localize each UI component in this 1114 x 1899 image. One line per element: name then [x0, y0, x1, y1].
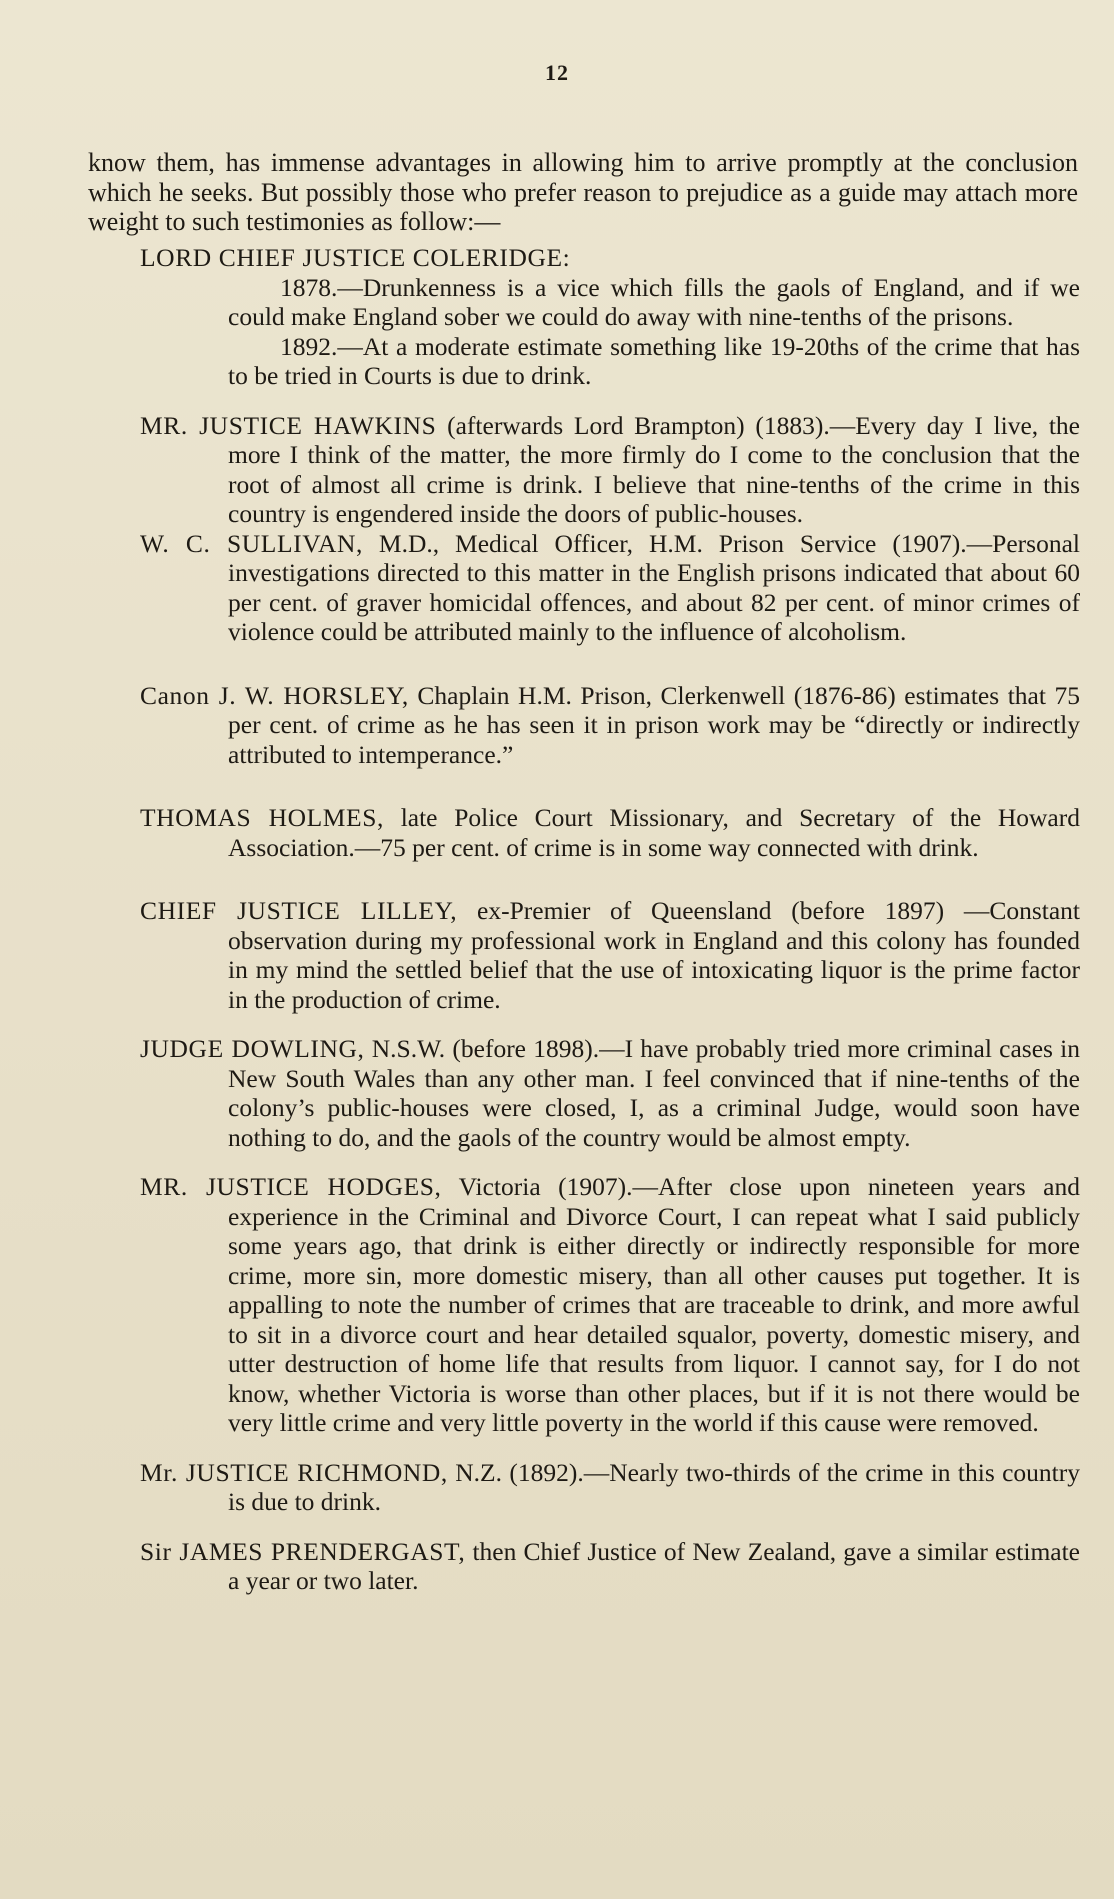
page-number: 12 [545, 60, 569, 85]
testimony-holmes [140, 803, 1080, 862]
testimony-coleridge [140, 243, 1080, 391]
testimony-text: N.S.W. (before 1898).—I have probably tried more criminal cases in New South Wales than any other man. I feel convinced that if nine-tenths of the colony’s public-houses were closed, I, as a criminal Judge, would soon have nothing to do, and the gaols of the country would be almost empty. [228, 1034, 1080, 1152]
testimony-author: JUDGE DOWLING, [140, 1034, 365, 1063]
testimony-richmond [140, 1458, 1080, 1517]
testimony-text: (afterwards Lord Brampton) (1883).—Every day I live, the more I think of the matter, the more firmly do I come to the conclusion that the root of almost all crime is drink. I believe that nine-tenths of the crime in this country is engendered inside the doors of public-houses. [228, 410, 1080, 528]
testimony-text: Victoria (1907).—After close upon nineteen years and experience in the Criminal and Divorce Court, I can repeat what I said publicly some years ago, that drink is either directly or indirectly responsible for more crime, more sin, more domestic misery, than all other causes put together. It is appalling to note the number of crimes that are traceable to drink, and more awful to sit in a divorce court and hear detailed squalor, poverty, domestic misery, and utter destruction of home life that results from liquor. I cannot say, for I do not know, whether Victoria is worse than other places, but if it is not there would be very little crime and very little poverty in the world if this cause were removed. [228, 1172, 1080, 1437]
testimony-prendergast [140, 1537, 1080, 1596]
testimony-lilley [140, 896, 1080, 1014]
testimony-list [140, 243, 1080, 1596]
testimony-text: late Police Court Missionary, and Secretary of the Howard Association.—75 per cent. of crime is in some way connected with drink. [228, 803, 1080, 862]
testimony-text: M.D., Medical Officer, H.M. Prison Service (1907).—Personal investigations directed to this matter in the English prisons indicated that about 60 per cent. of graver homicidal offences, and about 82 per cent. of minor crimes of violence could be attributed mainly to the influence of alcoholism. [228, 528, 1080, 646]
testimony-author: Mr. JUSTICE RICHMOND, [140, 1457, 448, 1487]
testimony-author: Sir JAMES PRENDERGAST, [140, 1536, 466, 1566]
testimony-paragraph-1892: 1892.—At a moderate estimate something like 19-20ths of the crime that has to be tried in Courts is due to drink. [228, 331, 1080, 390]
testimony-hawkins [140, 411, 1080, 529]
testimony-hodges [140, 1172, 1080, 1438]
testimony-heading: LORD CHIEF JUSTICE COLERIDGE: [140, 243, 571, 272]
testimony-author: W. C. SULLIVAN, [140, 528, 363, 558]
testimony-paragraph-1878: 1878.—Drunkenness is a vice which fills the gaols of England, and if we could make England sober we could do away with nine-tenths of the prisons. [228, 272, 1080, 331]
testimony-text: ex-Premier of Queensland (before 1897) —Constant observation during my professional work in England and this colony has founded in my mind the settled belief that the use of intoxicating liquor is the prime factor in the production of crime. [228, 896, 1080, 1014]
testimony-dowling [140, 1034, 1080, 1152]
testimony-author: CHIEF JUSTICE LILLEY, [140, 896, 458, 925]
testimony-author: MR. JUSTICE HAWKINS [140, 410, 437, 440]
intro-paragraph: know them, has immense advantages in allowing him to arrive promptly at the conclusion which he seeks. But possibly those who prefer reason to prejudice as a guide may attach more weight to such testimonies as follow:— [88, 148, 1078, 236]
testimony-author: THOMAS HOLMES, [140, 803, 384, 832]
testimony-text: N.Z. (1892).—Nearly two-thirds of the crime in this country is due to drink. [228, 1457, 1081, 1516]
testimony-horsley [140, 681, 1080, 770]
testimony-author: MR. JUSTICE HODGES, [140, 1172, 442, 1201]
testimony-text: Chaplain H.M. Prison, Clerkenwell (1876-86) estimates that 75 per cent. of crime as he has seen it in prison work may be “directly or indirectly attributed to intemperance.” [228, 680, 1080, 769]
testimony-sullivan [140, 529, 1080, 647]
testimony-author: Canon J. W. HORSLEY, [140, 680, 409, 710]
testimony-text: then Chief Justice of New Zealand, gave a similar estimate a year or two later. [228, 1536, 1080, 1595]
